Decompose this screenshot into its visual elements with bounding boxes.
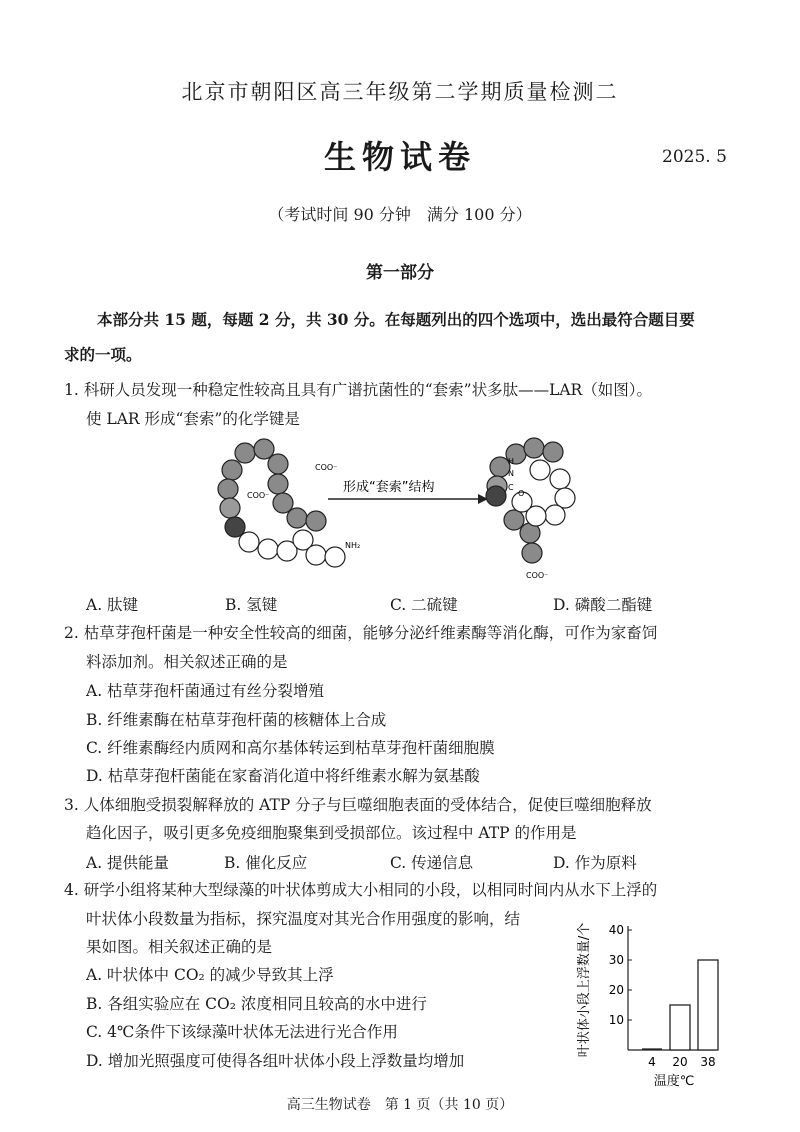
residue-circle <box>287 508 307 528</box>
residue-circle <box>239 532 259 552</box>
bar-20 <box>670 1005 690 1050</box>
exam-info: （考试时间 90 分钟 满分 100 分） <box>268 205 532 224</box>
q4-stem-line-3: 果如图。相关叙述正确的是 <box>86 938 273 956</box>
q4-bar-chart <box>570 905 730 1090</box>
q3-stem-line-1: 3. 人体细胞受损裂解释放的 ATP 分子与巨噬细胞表面的受体结合，促使巨噬细胞释放 <box>64 796 652 814</box>
chart-y-axis-label: 叶状体小段上浮数量/个 <box>577 922 592 1058</box>
q1-options <box>86 593 726 613</box>
q4-stem-line-1: 4. 研学小组将某种大型绿藻的叶状体剪成大小相同的小段，以相同时间内从水下上浮的 <box>64 881 658 899</box>
part-title: 第一部分 <box>366 263 434 283</box>
q3-options <box>86 851 726 871</box>
q2-stem-line-2: 料添加剂。相关叙述正确的是 <box>86 653 288 671</box>
y-tick-label: 40 <box>608 923 624 937</box>
bar-38 <box>698 960 718 1050</box>
q1-stem-line-2: 使 LAR 形成“套索”的化学键是 <box>86 410 300 428</box>
residue-circle <box>254 439 274 459</box>
school-title: 北京市朝阳区高三年级第二学期质量检测二 <box>181 80 619 104</box>
residue-circle <box>306 545 326 565</box>
q3-option-d[interactable]: D. 作为原料 <box>553 854 637 872</box>
coo-label-1: COO⁻ <box>315 463 338 472</box>
q2-option-a[interactable]: A. 枯草芽孢杆菌通过有丝分裂增殖 <box>86 682 325 700</box>
n-label: N <box>508 469 514 478</box>
q3-option-a[interactable]: A. 提供能量 <box>86 854 170 872</box>
coo-label-3: COO⁻ <box>526 571 549 580</box>
y-tick-label: 20 <box>608 983 624 997</box>
page-footer: 高三生物试卷 第 1 页（共 10 页） <box>286 1097 514 1113</box>
q4-option-c[interactable]: C. 4℃条件下该绿藻叶状体无法进行光合作用 <box>86 1023 398 1041</box>
h-label: H <box>508 457 515 466</box>
q1-option-c[interactable]: C. 二硫键 <box>390 596 458 614</box>
q3-option-b[interactable]: B. 催化反应 <box>224 854 308 872</box>
residue-circle <box>268 454 288 474</box>
y-tick-label: 30 <box>608 953 624 967</box>
residue-circle <box>306 511 326 531</box>
q2-option-d[interactable]: D. 枯草芽孢杆菌能在家畜消化道中将纤维素水解为氨基酸 <box>86 767 480 785</box>
exam-date: 2025. 5 <box>662 147 727 167</box>
q1-stem-line-1: 1. 科研人员发现一种稳定性较高且具有广谱抗菌性的“套索”状多肽——LAR（如图）。 <box>64 381 652 399</box>
residue-circle <box>235 443 255 463</box>
residue-circle <box>218 479 238 499</box>
q2-stem-line-1: 2. 枯草芽孢杆菌是一种安全性较高的细菌，能够分泌纤维素酶等消化酶，可作为家畜饲 <box>64 624 658 642</box>
residue-circle <box>273 493 293 513</box>
c-label: C <box>508 483 514 492</box>
q3-stem-line-2: 趋化因子，吸引更多免疫细胞聚集到受损部位。该过程中 ATP 的作用是 <box>86 824 577 842</box>
x-tick-label: 38 <box>700 1055 716 1069</box>
o-label: O <box>518 489 525 498</box>
q1-option-b[interactable]: B. 氢键 <box>225 596 278 614</box>
q4-stem-line-2: 叶状体小段数量为指标，探究温度对其光合作用强度的影响，结 <box>86 910 521 928</box>
exam-title: 生物试卷 <box>323 138 476 176</box>
residue-circle <box>268 474 288 494</box>
chart-bars <box>642 960 718 1050</box>
residue-circle <box>325 547 345 567</box>
instructions-line-2: 求的一项。 <box>64 345 142 364</box>
nh2-label: NH₂ <box>345 541 361 550</box>
q3-option-c[interactable]: C. 传递信息 <box>390 854 474 872</box>
q4-option-d[interactable]: D. 增加光照强度可使得各组叶状体小段上浮数量均增加 <box>86 1052 465 1070</box>
x-tick-label: 20 <box>672 1055 688 1069</box>
chart-x-axis-label: 温度℃ <box>653 1074 695 1089</box>
instructions-line-1: 本部分共 15 题，每题 2 分，共 30 分。在每题列出的四个选项中，选出最符合题目要 <box>97 310 695 329</box>
residue-circle <box>220 498 240 518</box>
q2-option-c[interactable]: C. 纤维素酶经内质网和高尔基体转运到枯草芽孢杆菌细胞膜 <box>86 739 495 757</box>
q4-option-a[interactable]: A. 叶状体中 CO₂ 的减少导致其上浮 <box>86 966 334 984</box>
q1-option-a[interactable]: A. 肽键 <box>86 596 139 614</box>
q4-option-b[interactable]: B. 各组实验应在 CO₂ 浓度相同且较高的水中进行 <box>86 995 427 1013</box>
x-tick-label: 4 <box>648 1055 656 1069</box>
residue-circle <box>258 539 278 559</box>
q2-option-b[interactable]: B. 纤维素酶在枯草芽孢杆菌的核糖体上合成 <box>86 711 387 729</box>
residue-circle-dark <box>225 517 245 537</box>
coo-label-2: COO⁻ <box>247 491 270 500</box>
q1-option-d[interactable]: D. 磷酸二酯键 <box>553 596 653 614</box>
arrow-label: 形成“套索”结构 <box>343 480 435 495</box>
y-tick-label: 10 <box>608 1013 624 1027</box>
residue-circle <box>222 460 242 480</box>
q1-lasso-peptide-figure <box>210 436 600 586</box>
